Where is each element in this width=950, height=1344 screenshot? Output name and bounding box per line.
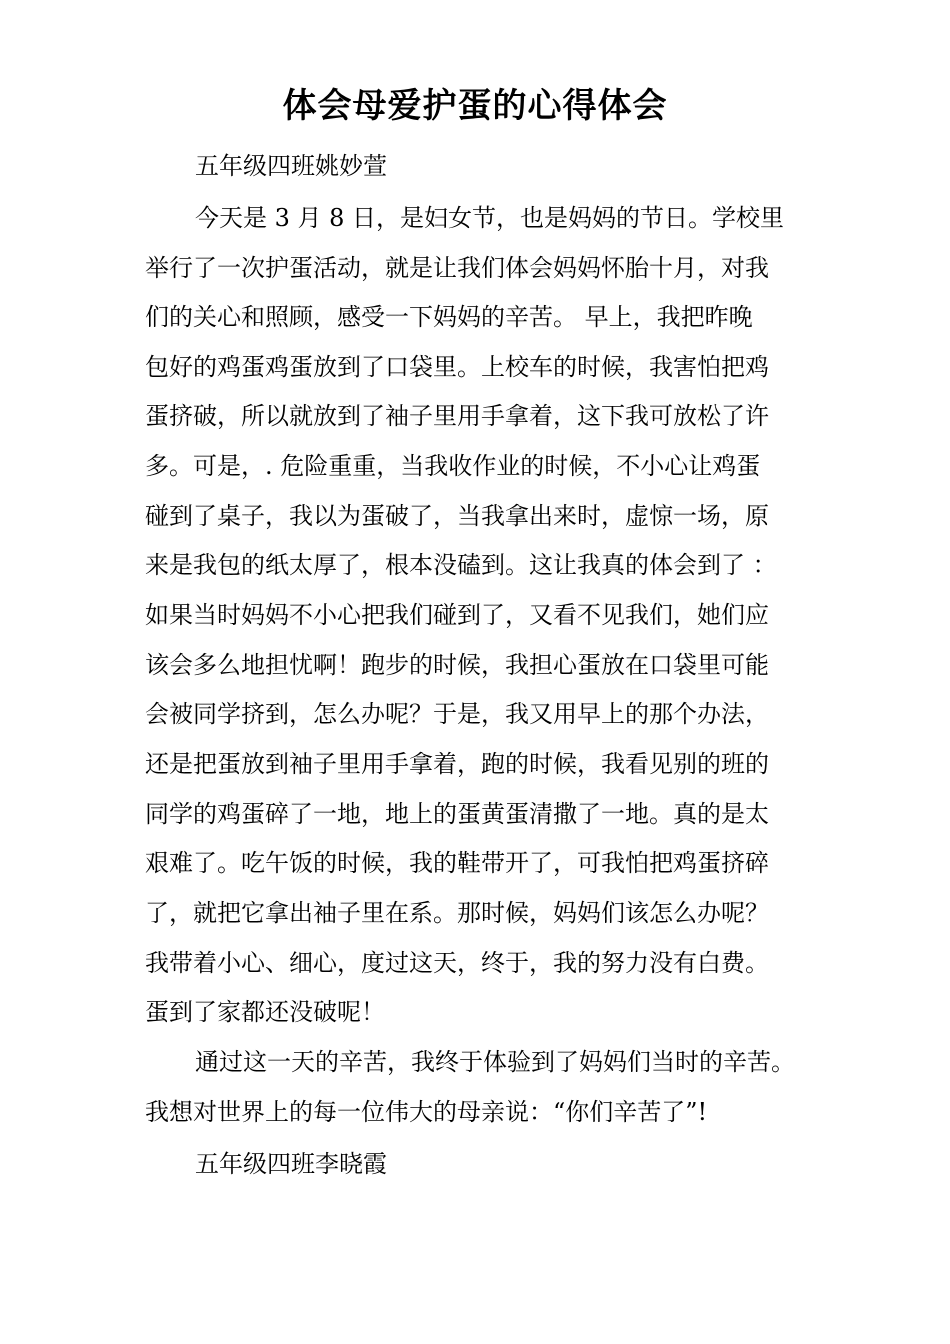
author-line: 五年级四班李晓霞 bbox=[195, 1150, 387, 1178]
paragraph-line: 还是把蛋放到袖子里用手拿着，跑的时候，我看见别的班的 bbox=[145, 750, 769, 778]
paragraph-line: 来是我包的纸太厚了，根本没磕到。这让我真的体会到了 ： bbox=[145, 551, 777, 579]
paragraph-line: 我想对世界上的每一位伟大的母亲说：“你们辛苦了”! bbox=[145, 1098, 708, 1126]
paragraph-line: 们的关心和照顾，感受一下妈妈的辛苦。 早上，我把昨晚 bbox=[145, 303, 753, 331]
paragraph-line: 该会多么地担忧啊！跑步的时候，我担心蛋放在口袋里可能 bbox=[145, 651, 769, 679]
paragraph-line: 会被同学挤到，怎么办呢？于是，我又用早上的那个办法， bbox=[145, 700, 769, 728]
paragraph-line: 蛋挤破，所以就放到了袖子里用手拿着，这下我可放松了许 bbox=[145, 402, 769, 430]
paragraph-line: 多。可是，. 危险重重，当我收作业的时候，不小心让鸡蛋 bbox=[145, 452, 761, 480]
paragraph-line: 同学的鸡蛋碎了一地，地上的蛋黄蛋清撒了一地。真的是太 bbox=[145, 800, 769, 828]
paragraph-line: 艰难了。吃午饭的时候，我的鞋带开了，可我怕把鸡蛋挤碎 bbox=[145, 849, 769, 877]
author-line: 五年级四班姚妙萱 bbox=[195, 152, 387, 180]
paragraph-line: 通过这一天的辛苦，我终于体验到了妈妈们当时的辛苦。 bbox=[195, 1048, 795, 1076]
paragraph-line: 包好的鸡蛋鸡蛋放到了口袋里。上校车的时候，我害怕把鸡 bbox=[145, 353, 769, 381]
paragraph-line: 了，就把它拿出袖子里在系。那时候，妈妈们该怎么办呢？ bbox=[145, 899, 769, 927]
paragraph-line: 我带着小心、细心，度过这天，终于，我的努力没有白费。 bbox=[145, 949, 769, 977]
paragraph-line: 蛋到了家都还没破呢！ bbox=[145, 998, 385, 1026]
document-title: 体会母爱护蛋的心得体会 bbox=[282, 86, 668, 126]
paragraph-line: 举行了一次护蛋活动，就是让我们体会妈妈怀胎十月，对我 bbox=[145, 254, 769, 282]
paragraph-line: 碰到了桌子，我以为蛋破了，当我拿出来时，虚惊一场，原 bbox=[145, 502, 769, 530]
paragraph-line: 今天是 3 月 8 日，是妇女节，也是妈妈的节日。学校里 bbox=[195, 204, 785, 232]
paragraph-line: 如果当时妈妈不小心把我们碰到了，又看不见我们，她们应 bbox=[145, 601, 769, 629]
